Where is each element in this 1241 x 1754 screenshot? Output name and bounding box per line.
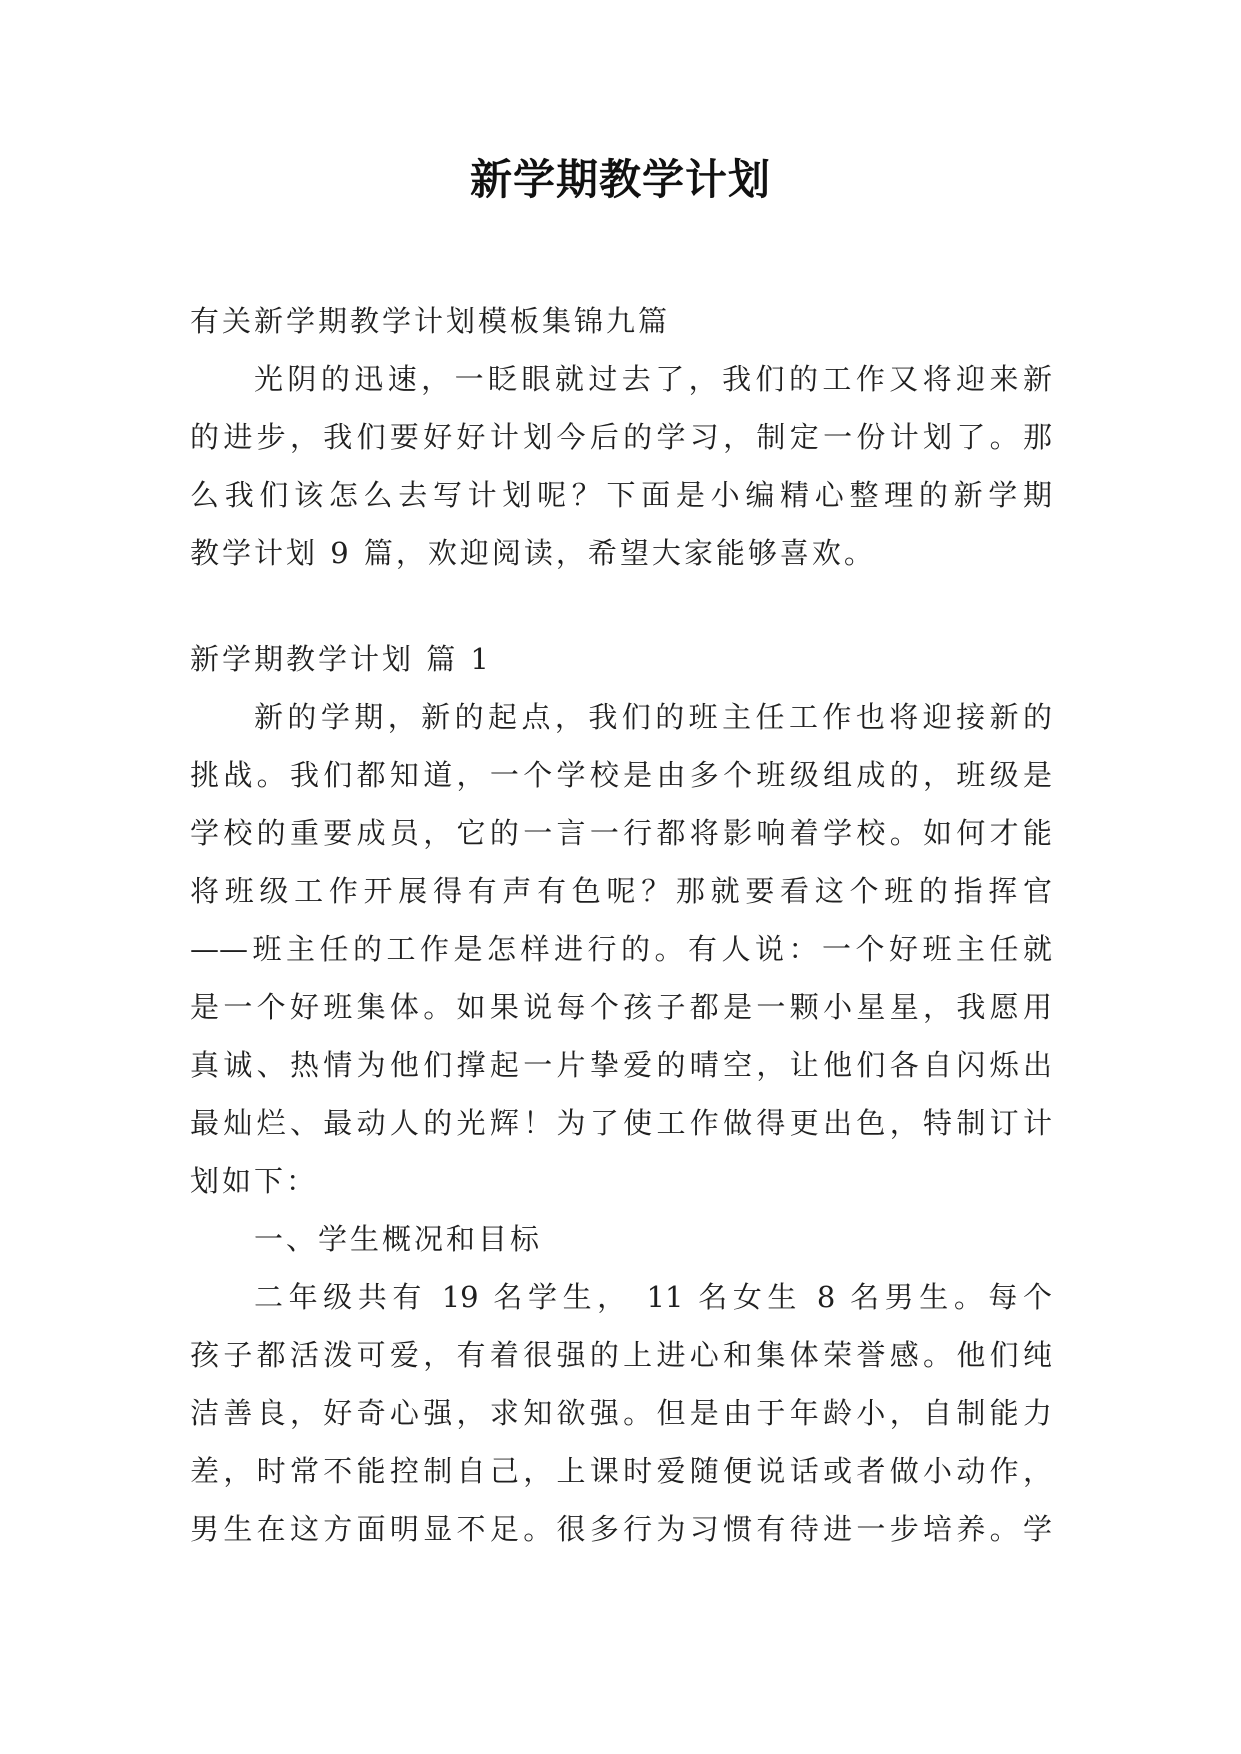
paragraph-line: 新的学期，新的起点，我们的班主任工作也将迎接新的 <box>254 700 1052 734</box>
paragraph-line: 差，时常不能控制自己，上课时爱随便说话或者做小动作， <box>190 1454 1052 1488</box>
paragraph-line: 的进步，我们要好好计划今后的学习，制定一份计划了。那 <box>190 420 1052 454</box>
paragraph-line: ——班主任的工作是怎样进行的。有人说：一个好班主任就 <box>190 932 1052 966</box>
paragraph-line: 洁善良，好奇心强，求知欲强。但是由于年龄小，自制能力 <box>190 1396 1052 1430</box>
paragraph-line: 划如下： <box>190 1164 319 1198</box>
paragraph-line: 将班级工作开展得有声有色呢？那就要看这个班的指挥官 <box>190 874 1052 908</box>
paragraph-line: 真诚、热情为他们撑起一片挚爱的晴空，让他们各自闪烁出 <box>190 1048 1052 1082</box>
document-title: 新学期教学计划 <box>469 155 771 204</box>
paragraph-line: 学校的重要成员，它的一言一行都将影响着学校。如何才能 <box>190 816 1052 850</box>
paragraph-gap <box>190 582 1052 630</box>
section-paragraph <box>190 688 1052 1210</box>
student-paragraph <box>190 1268 1052 1558</box>
subheading: 一、学生概况和目标 <box>254 1222 543 1256</box>
paragraph-line: 男生在这方面明显不足。很多行为习惯有待进一步培养。学 <box>190 1512 1052 1546</box>
document-subtitle: 有关新学期教学计划模板集锦九篇 <box>190 304 671 338</box>
paragraph-line: 是一个好班集体。如果说每个孩子都是一颗小星星，我愿用 <box>190 990 1052 1024</box>
paragraph-line: 教学计划 9 篇，欢迎阅读，希望大家能够喜欢。 <box>190 536 876 570</box>
paragraph-line: 么我们该怎么去写计划呢？下面是小编精心整理的新学期 <box>190 478 1052 512</box>
document-body <box>190 292 1052 1558</box>
paragraph-line: 光阴的迅速，一眨眼就过去了，我们的工作又将迎来新 <box>254 362 1052 396</box>
intro-paragraph <box>190 350 1052 582</box>
paragraph-line: 二年级共有 19 名学生， 11 名女生 8 名男生。每个 <box>254 1280 1052 1314</box>
paragraph-line: 最灿烂、最动人的光辉！为了使工作做得更出色，特制订计 <box>190 1106 1052 1140</box>
section-heading: 新学期教学计划 篇 1 <box>190 642 492 676</box>
paragraph-line: 挑战。我们都知道，一个学校是由多个班级组成的，班级是 <box>190 758 1052 792</box>
paragraph-line: 孩子都活泼可爱，有着很强的上进心和集体荣誉感。他们纯 <box>190 1338 1052 1372</box>
